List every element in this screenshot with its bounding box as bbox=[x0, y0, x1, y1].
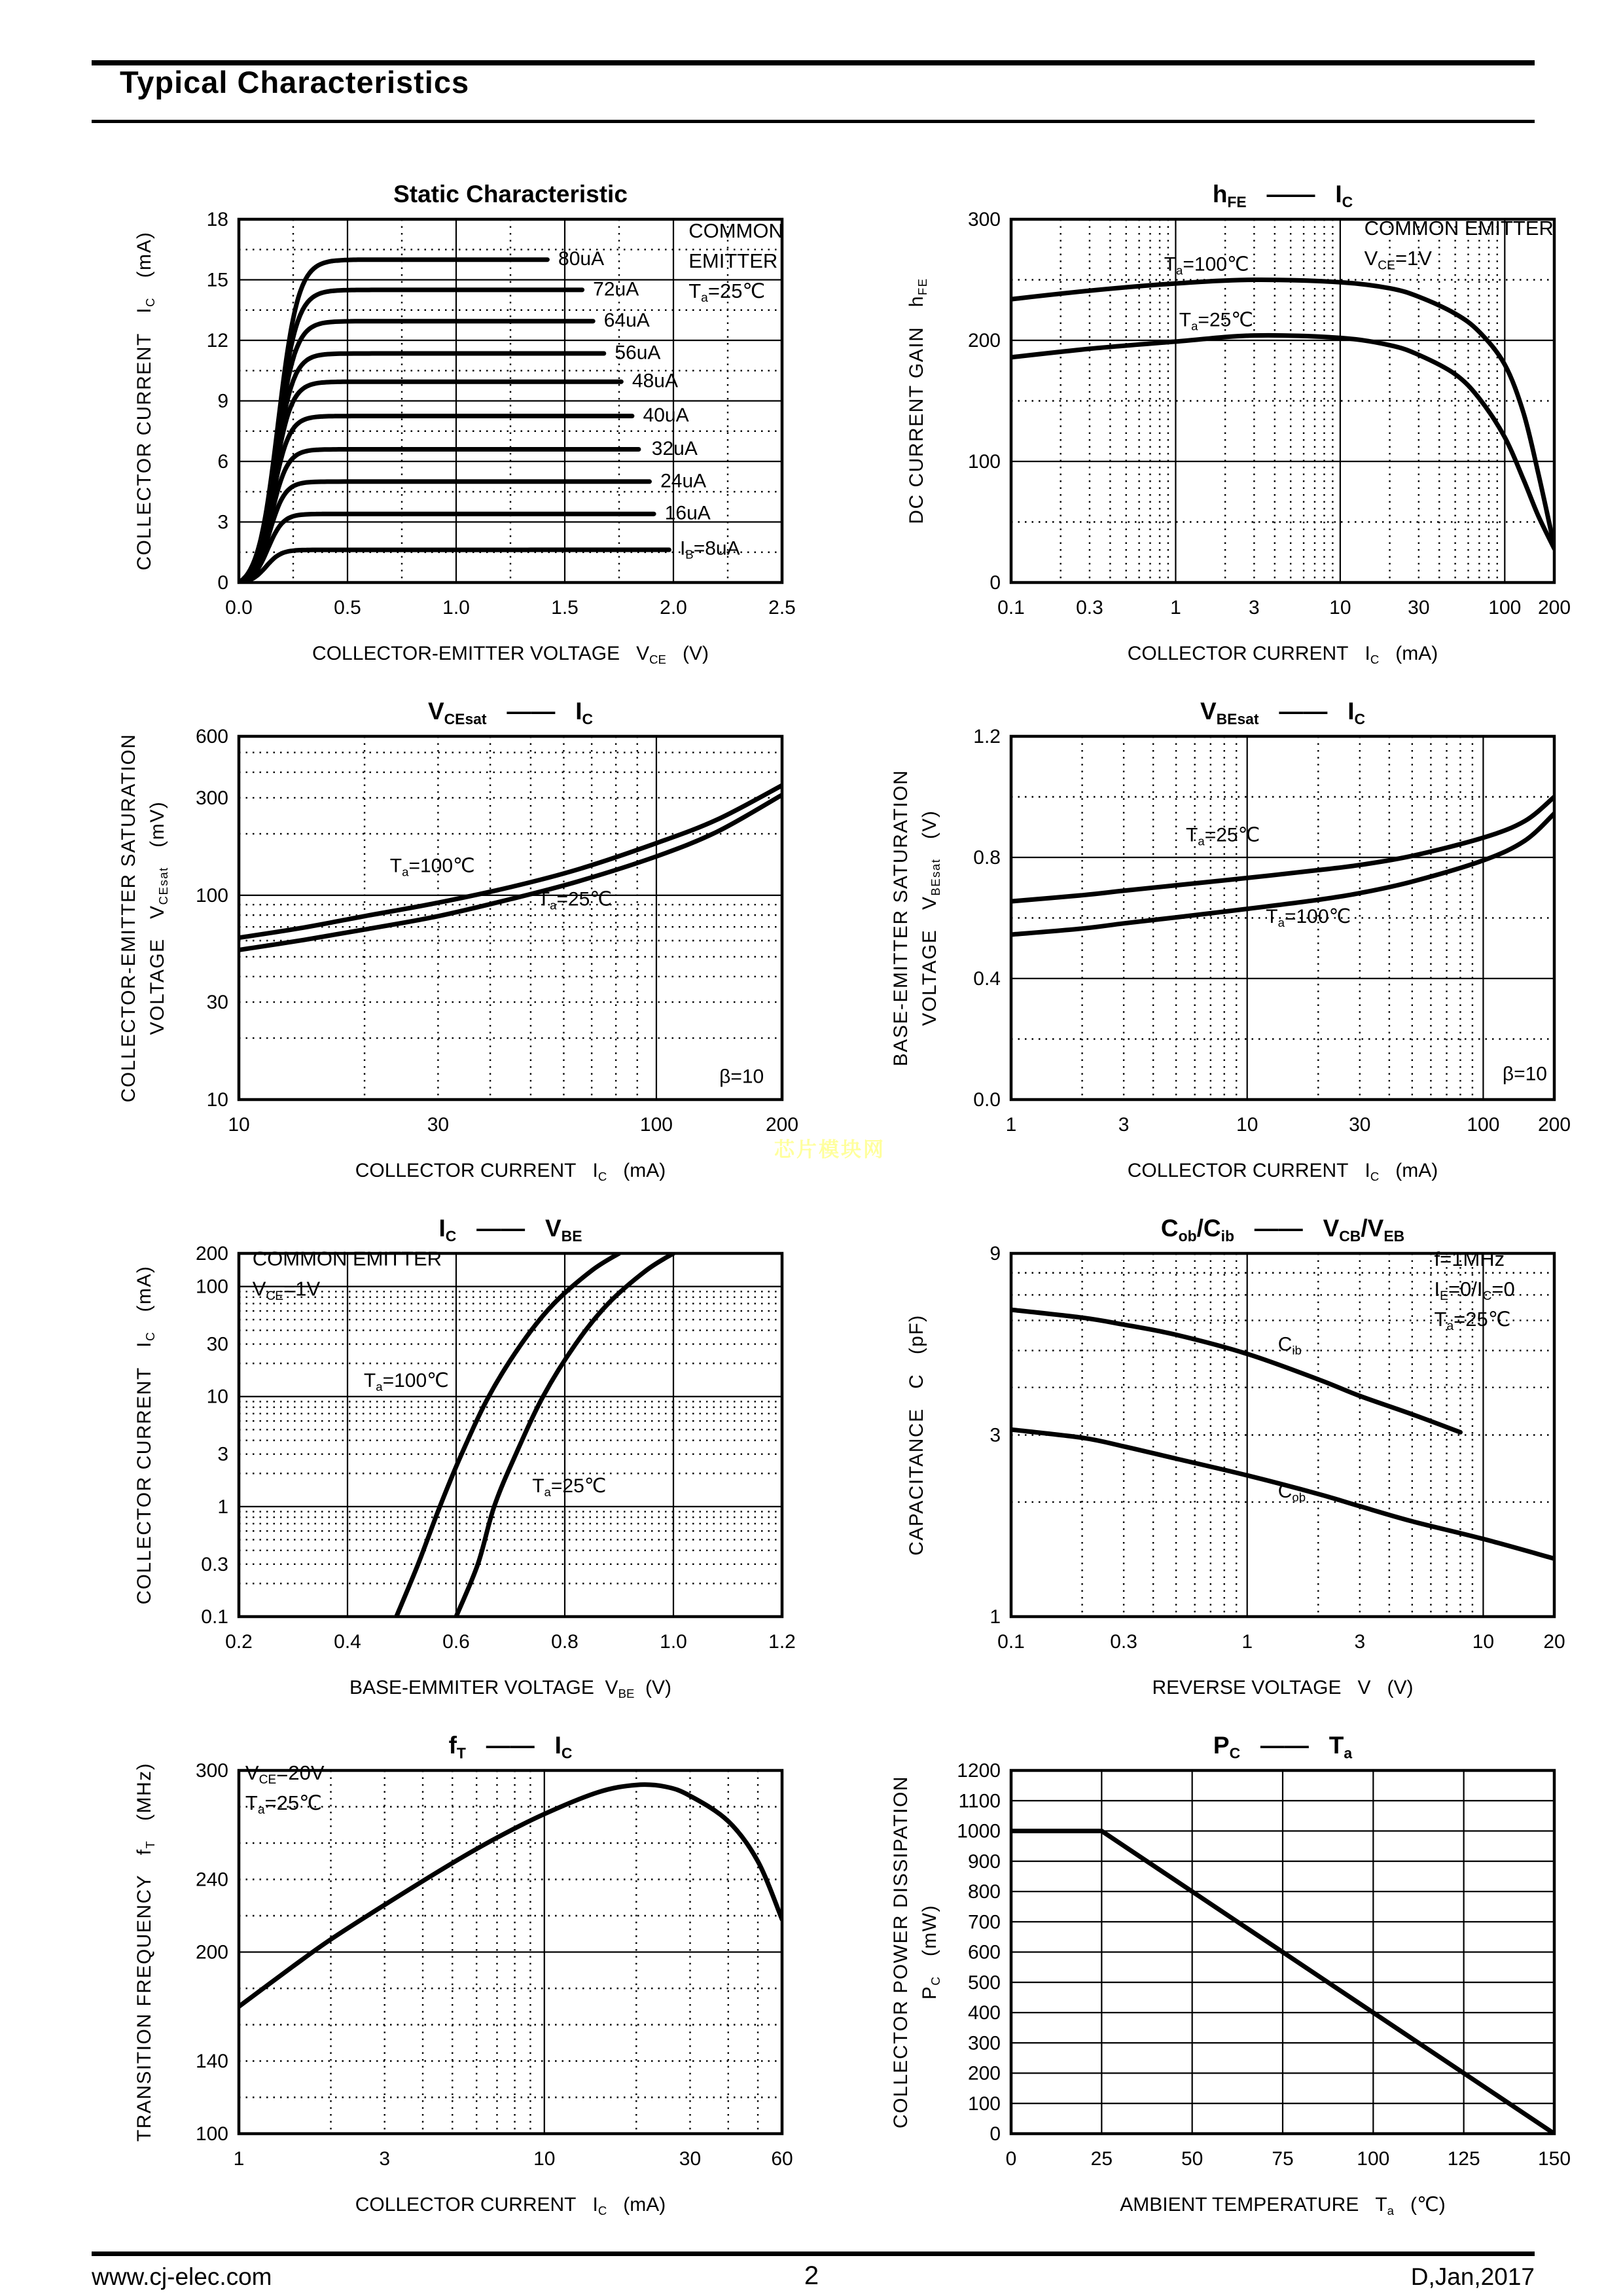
svg-text:Ta=25℃: $T_a=25℃$ bbox=[532, 1475, 607, 1499]
svg-text:TRANSITION FREQUENCY fT (M: TRANSITION FREQUENCY $f_T$ (MHz) bbox=[134, 1762, 157, 2142]
svg-text:Ta=25℃: $T_a=25℃$ bbox=[245, 1791, 322, 1818]
svg-text:40uA: 40uA bbox=[643, 404, 689, 427]
svg-text:30: 30 bbox=[206, 1333, 228, 1355]
svg-text:COLLECTOR CURRENT IC (mA): COLLECTOR CURRENT $I_C$ (mA) bbox=[1127, 643, 1438, 666]
svg-text:0: 0 bbox=[990, 2123, 1001, 2145]
header-rule-bottom bbox=[92, 120, 1535, 123]
svg-text:Cob/Cib —— VCB/VEB: $C_{ob}/C_{ib}$ —— $V_{CB}/V_{EB}$ bbox=[1160, 1215, 1405, 1245]
svg-text:VCE=1V: $V_{CE}=1V$ bbox=[1364, 247, 1432, 273]
svg-text:0.8: 0.8 bbox=[973, 847, 1001, 869]
svg-text:0.0: 0.0 bbox=[225, 597, 253, 619]
svg-text:100: 100 bbox=[967, 2092, 1001, 2115]
svg-text:10: 10 bbox=[228, 1114, 250, 1136]
svg-text:10: 10 bbox=[206, 1386, 228, 1408]
svg-text:VCE=20V: $V_{CE}=20V$ bbox=[245, 1761, 325, 1787]
svg-text:0.8: 0.8 bbox=[551, 1631, 579, 1653]
svg-text:Cob: $C_{ob}$ bbox=[1277, 1480, 1306, 1504]
svg-text:β=10: β=10 bbox=[719, 1066, 764, 1088]
svg-text:3: 3 bbox=[1249, 597, 1260, 619]
chart-svg-ft bbox=[98, 1725, 812, 2242]
footer-rule bbox=[92, 2251, 1535, 2256]
svg-text:12: 12 bbox=[206, 330, 228, 351]
svg-text:900: 900 bbox=[967, 1850, 1001, 1873]
svg-text:BASE-EMITTER SATURATION: BASE-EMITTER SATURATION bbox=[890, 769, 912, 1067]
chart-static-characteristic bbox=[98, 173, 812, 691]
svg-text:COMMON: COMMON bbox=[688, 219, 783, 242]
svg-text:30: 30 bbox=[1349, 1114, 1371, 1136]
svg-text:COLLECTOR-EMITTER VOLTAGE VC: COLLECTOR-EMITTER VOLTAGE $V_{CE}$ (V) bbox=[312, 643, 709, 666]
svg-text:CAPACITANCE C (pF): CAPACITANCE C (pF) bbox=[906, 1314, 927, 1556]
svg-text:200: 200 bbox=[765, 1114, 799, 1136]
svg-text:56uA: 56uA bbox=[615, 342, 661, 364]
page-title: Typical Characteristics bbox=[120, 65, 470, 99]
chart-ft-vs-ic bbox=[98, 1725, 812, 2242]
svg-text:1: 1 bbox=[1170, 597, 1181, 619]
svg-text:300: 300 bbox=[967, 209, 1001, 230]
svg-text:6: 6 bbox=[217, 451, 228, 473]
svg-text:30: 30 bbox=[427, 1114, 450, 1136]
svg-text:30: 30 bbox=[1408, 597, 1430, 619]
chart-svg-hfe bbox=[870, 173, 1584, 691]
chart-vbesat-vs-ic bbox=[870, 691, 1584, 1208]
chart-svg-vcesat bbox=[98, 691, 812, 1208]
svg-text:VBEsat —— IC: $V_{BEsat}$ —— $I_C$ bbox=[1200, 698, 1366, 728]
svg-text:32uA: 32uA bbox=[651, 437, 698, 459]
svg-text:400: 400 bbox=[967, 2002, 1001, 2024]
svg-text:48uA: 48uA bbox=[632, 370, 678, 392]
svg-text:2.0: 2.0 bbox=[660, 597, 687, 619]
svg-text:9: 9 bbox=[217, 390, 228, 412]
svg-text:REVERSE VOLTAGE V (V): REVERSE VOLTAGE V (V) bbox=[1152, 1677, 1414, 1698]
chart-pc-vs-ta bbox=[870, 1725, 1584, 2242]
svg-text:140: 140 bbox=[195, 2051, 228, 2072]
svg-text:f=1MHz: f=1MHz bbox=[1434, 1247, 1505, 1270]
svg-text:0: 0 bbox=[1005, 2148, 1017, 2170]
svg-text:200: 200 bbox=[1537, 597, 1571, 619]
footer-page-number: 2 bbox=[804, 2261, 819, 2290]
chart-svg-cap bbox=[870, 1208, 1584, 1725]
svg-text:300: 300 bbox=[967, 2032, 1001, 2054]
svg-text:BASE-EMMITER VOLTAGE VBE (V): BASE-EMMITER VOLTAGE $V_{BE}$ (V) bbox=[349, 1677, 672, 1700]
svg-text:1000: 1000 bbox=[957, 1820, 1001, 1842]
svg-text:800: 800 bbox=[967, 1881, 1001, 1903]
svg-text:Ta=25℃: $T_a=25℃$ bbox=[1434, 1307, 1511, 1334]
svg-text:1.2: 1.2 bbox=[768, 1631, 796, 1653]
svg-text:100: 100 bbox=[195, 1276, 228, 1298]
svg-text:100: 100 bbox=[195, 2123, 228, 2145]
svg-text:9: 9 bbox=[990, 1243, 1001, 1265]
svg-text:3: 3 bbox=[990, 1424, 1001, 1446]
svg-text:24uA: 24uA bbox=[660, 470, 707, 492]
svg-text:1: 1 bbox=[233, 2148, 245, 2170]
svg-text:0: 0 bbox=[990, 572, 1001, 594]
svg-text:COLLECTOR CURRENT IC (mA): COLLECTOR CURRENT $I_C$ (mA) bbox=[134, 1265, 157, 1605]
chart-vcesat-vs-ic bbox=[98, 691, 812, 1208]
svg-text:300: 300 bbox=[195, 1760, 228, 1782]
svg-text:0: 0 bbox=[217, 572, 228, 594]
svg-text:COLLECTOR POWER DISSIPATION: COLLECTOR POWER DISSIPATION bbox=[890, 1776, 912, 2128]
footer-website: www.cj-elec.com bbox=[92, 2263, 272, 2290]
svg-text:3: 3 bbox=[217, 511, 228, 533]
svg-text:VCEsat —— IC: $V_{CEsat}$ —— $I_C$ bbox=[427, 698, 594, 728]
svg-text:100: 100 bbox=[967, 451, 1001, 473]
svg-text:200: 200 bbox=[1537, 1114, 1571, 1136]
svg-text:15: 15 bbox=[206, 269, 228, 291]
svg-text:20: 20 bbox=[1543, 1631, 1565, 1653]
chart-capacitance-vs-voltage bbox=[870, 1208, 1584, 1725]
svg-text:Ta=25℃: $T_a=25℃$ bbox=[688, 279, 766, 305]
svg-text:0.0: 0.0 bbox=[973, 1089, 1001, 1111]
svg-text:30: 30 bbox=[206, 992, 228, 1014]
svg-text:Ta=25℃: $T_a=25℃$ bbox=[1186, 824, 1260, 848]
svg-text:0.1: 0.1 bbox=[997, 597, 1025, 619]
chart-hfe-vs-ic bbox=[870, 173, 1584, 691]
svg-text:VOLTAGE VBEsat (V): VOLTAGE $V_{BEsat}$ (V) bbox=[919, 810, 942, 1026]
svg-text:60: 60 bbox=[771, 2148, 793, 2170]
svg-text:COLLECTOR CURRENT IC (mA): COLLECTOR CURRENT $I_C$ (mA) bbox=[134, 231, 157, 571]
svg-text:200: 200 bbox=[195, 1243, 228, 1265]
svg-text:10: 10 bbox=[1472, 1631, 1495, 1653]
svg-text:50: 50 bbox=[1181, 2148, 1204, 2170]
svg-text:0.4: 0.4 bbox=[334, 1631, 361, 1653]
svg-text:700: 700 bbox=[967, 1911, 1001, 1933]
svg-text:10: 10 bbox=[206, 1089, 228, 1111]
svg-text:25: 25 bbox=[1090, 2148, 1113, 2170]
watermark: 芯片模块网 bbox=[774, 1138, 885, 1161]
svg-text:1: 1 bbox=[217, 1496, 228, 1518]
svg-text:AMBIENT TEMPERATURE Ta (℃): AMBIENT TEMPERATURE $T_a$ (℃) bbox=[1120, 2194, 1446, 2217]
svg-text:600: 600 bbox=[967, 1941, 1001, 1964]
svg-text:100: 100 bbox=[1467, 1114, 1500, 1136]
svg-text:64uA: 64uA bbox=[603, 310, 650, 332]
svg-text:COLLECTOR CURRENT IC (mA): COLLECTOR CURRENT $I_C$ (mA) bbox=[1127, 1160, 1438, 1183]
svg-text:1.0: 1.0 bbox=[660, 1631, 687, 1653]
svg-text:IB=8uA: $I_B=8uA$ bbox=[679, 537, 740, 562]
svg-text:100: 100 bbox=[1488, 597, 1522, 619]
svg-text:10: 10 bbox=[533, 2148, 556, 2170]
svg-text:0.5: 0.5 bbox=[334, 597, 361, 619]
svg-text:30: 30 bbox=[679, 2148, 702, 2170]
footer-revision: D,Jan,2017 bbox=[1410, 2263, 1535, 2290]
svg-text:1: 1 bbox=[1005, 1114, 1017, 1136]
svg-text:18: 18 bbox=[206, 209, 228, 230]
svg-text:200: 200 bbox=[195, 1941, 228, 1964]
svg-text:240: 240 bbox=[195, 1869, 228, 1891]
svg-text:PC —— Ta: $P_C$ —— $T_a$ bbox=[1213, 1732, 1353, 1762]
svg-text:0.3: 0.3 bbox=[201, 1553, 228, 1575]
svg-text:0.2: 0.2 bbox=[225, 1631, 253, 1653]
svg-text:Ta=100℃: $T_a=100℃$ bbox=[389, 855, 475, 879]
svg-text:Static Characteristic: Static Characteristic bbox=[393, 181, 628, 207]
svg-text:VCE=1V: $V_{CE}=1V$ bbox=[252, 1277, 321, 1303]
svg-text:100: 100 bbox=[639, 1114, 673, 1136]
svg-text:IE=0/IC=0: $I_E=0/I_C=0$ bbox=[1434, 1277, 1515, 1304]
svg-text:β=10: β=10 bbox=[1502, 1063, 1548, 1085]
svg-text:1.5: 1.5 bbox=[551, 597, 579, 619]
svg-text:COLLECTOR CURRENT IC (mA): COLLECTOR CURRENT $I_C$ (mA) bbox=[355, 2194, 666, 2217]
svg-text:Ta=25℃: $T_a=25℃$ bbox=[1179, 309, 1254, 333]
svg-text:3: 3 bbox=[1118, 1114, 1130, 1136]
svg-text:3: 3 bbox=[1354, 1631, 1366, 1653]
svg-text:200: 200 bbox=[967, 2062, 1001, 2085]
svg-text:IC —— VBE: $I_C$ —— $V_{BE}$ bbox=[438, 1215, 582, 1245]
svg-text:1100: 1100 bbox=[958, 1790, 1001, 1812]
chart-svg-static bbox=[98, 173, 812, 691]
svg-text:PC (mW): $P_C$ (mW) bbox=[919, 1904, 942, 2000]
svg-text:COMMON EMITTER: COMMON EMITTER bbox=[252, 1247, 442, 1270]
svg-text:16uA: 16uA bbox=[664, 502, 711, 524]
svg-text:Cib: $C_{ib}$ bbox=[1277, 1333, 1302, 1357]
svg-text:1: 1 bbox=[990, 1606, 1001, 1628]
svg-text:600: 600 bbox=[195, 726, 228, 747]
svg-text:1.2: 1.2 bbox=[973, 726, 1001, 747]
svg-text:Ta=25℃: $T_a=25℃$ bbox=[537, 888, 613, 912]
svg-text:hFE —— IC: $h_{FE}$ —— $I_C$ bbox=[1212, 181, 1353, 211]
svg-text:150: 150 bbox=[1537, 2148, 1571, 2170]
svg-text:100: 100 bbox=[195, 884, 228, 906]
svg-text:Ta=100℃: $T_a=100℃$ bbox=[363, 1370, 449, 1394]
svg-text:0.4: 0.4 bbox=[973, 968, 1001, 990]
svg-text:DC CURRENT GAIN hFE: DC CURRENT GAIN $h_{FE}$ bbox=[906, 278, 929, 524]
svg-text:200: 200 bbox=[967, 330, 1001, 351]
svg-text:COLLECTOR CURRENT IC (mA): COLLECTOR CURRENT $I_C$ (mA) bbox=[355, 1160, 666, 1183]
svg-text:2.5: 2.5 bbox=[768, 597, 796, 619]
chart-svg-pc bbox=[870, 1725, 1584, 2242]
svg-text:Ta=100℃: $T_a=100℃$ bbox=[1266, 906, 1351, 930]
svg-text:10: 10 bbox=[1236, 1114, 1258, 1136]
svg-text:0.1: 0.1 bbox=[997, 1631, 1025, 1653]
svg-text:fT —— IC: $f_T$ —— $I_C$ bbox=[448, 1732, 573, 1762]
svg-text:80uA: 80uA bbox=[558, 248, 605, 270]
svg-text:0.3: 0.3 bbox=[1076, 597, 1103, 619]
svg-text:125: 125 bbox=[1447, 2148, 1480, 2170]
svg-text:100: 100 bbox=[1357, 2148, 1390, 2170]
svg-text:10: 10 bbox=[1329, 597, 1351, 619]
svg-text:COLLECTOR-EMITTER SATURATION: COLLECTOR-EMITTER SATURATION bbox=[118, 733, 139, 1103]
svg-text:1200: 1200 bbox=[957, 1760, 1001, 1782]
svg-text:0.1: 0.1 bbox=[201, 1606, 228, 1628]
svg-text:1.0: 1.0 bbox=[442, 597, 470, 619]
svg-text:500: 500 bbox=[967, 1971, 1001, 1994]
svg-text:0.3: 0.3 bbox=[1110, 1631, 1137, 1653]
svg-text:Ta=100℃: $T_a=100℃$ bbox=[1164, 253, 1249, 278]
svg-text:300: 300 bbox=[195, 787, 228, 809]
svg-text:0.6: 0.6 bbox=[442, 1631, 470, 1653]
svg-text:VOLTAGE VCEsat (mV): VOLTAGE $V_{CEsat}$ (mV) bbox=[147, 800, 170, 1035]
svg-text:COMMON EMITTER: COMMON EMITTER bbox=[1364, 217, 1554, 240]
charts-grid bbox=[98, 173, 1584, 2242]
svg-text:3: 3 bbox=[379, 2148, 391, 2170]
chart-svg-icvbe bbox=[98, 1208, 812, 1725]
chart-svg-vbesat bbox=[870, 691, 1584, 1208]
svg-text:75: 75 bbox=[1272, 2148, 1294, 2170]
svg-text:EMITTER: EMITTER bbox=[688, 249, 778, 272]
svg-text:3: 3 bbox=[217, 1443, 228, 1465]
svg-text:72uA: 72uA bbox=[593, 278, 639, 300]
svg-text:1: 1 bbox=[1241, 1631, 1253, 1653]
chart-ic-vs-vbe bbox=[98, 1208, 812, 1725]
